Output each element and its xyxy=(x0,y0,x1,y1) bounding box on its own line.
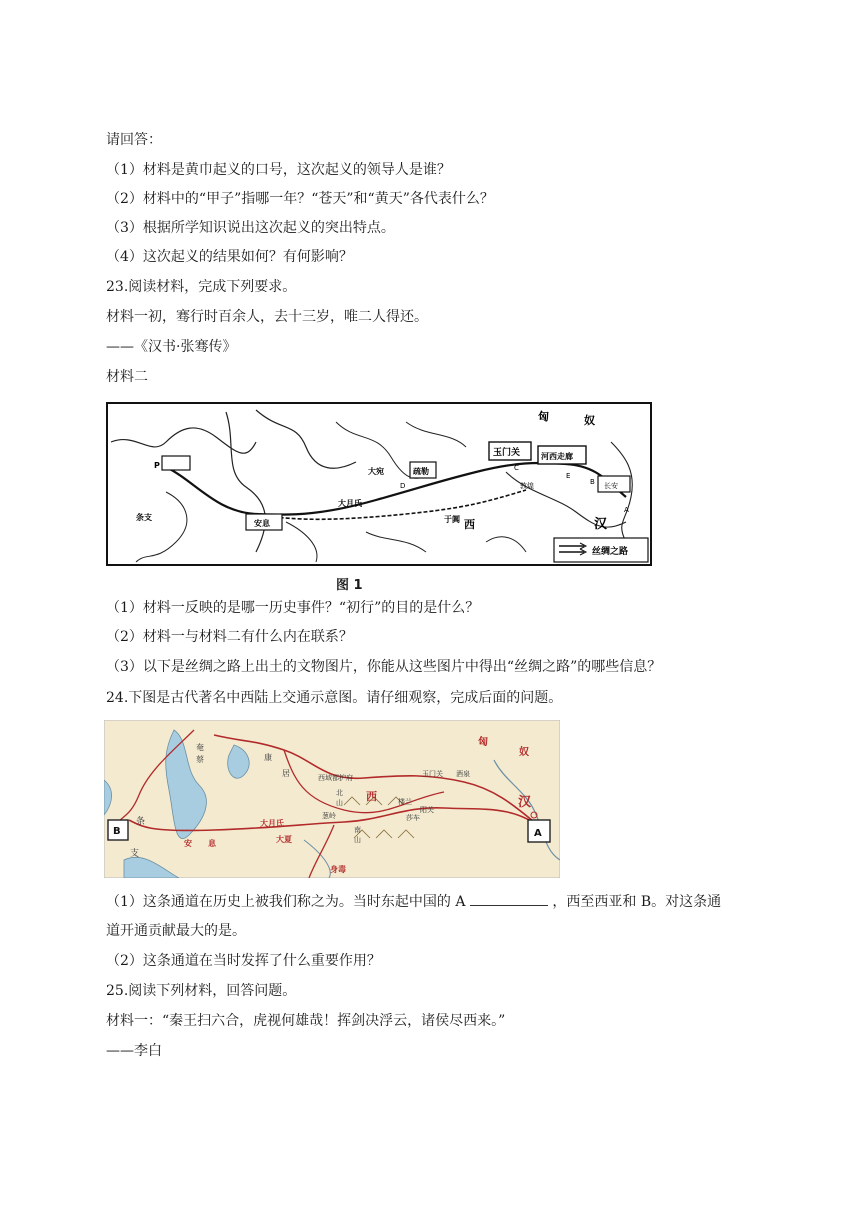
map2-label-kangju2: 居 xyxy=(282,769,290,778)
q22-item-1: （1）材料是黄巾起义的口号，这次起义的领导人是谁？ xyxy=(106,162,451,178)
map2-label-daxia: 大夏 xyxy=(276,835,292,844)
silk-road-map-1 xyxy=(106,402,652,566)
q24-q1-after: ，西至西亚和 B。对这条通 xyxy=(552,894,722,910)
map1-label-shule: 疏勒 xyxy=(413,467,429,476)
q22-item-4: （4）这次起义的结果如何？有何影响？ xyxy=(106,249,353,265)
map2-label-dayuezhi: 大月氏 xyxy=(260,819,284,828)
map1-label-dunhuang: 敦煌 xyxy=(520,482,534,490)
map1-label-xiongnu1: 匈 xyxy=(538,410,549,423)
map1-label-dawan: 大宛 xyxy=(368,467,384,476)
map1-label-hexi: 河西走廊 xyxy=(541,452,573,461)
q22-item-3: （3）根据所学知识说出这次起义的突出特点。 xyxy=(106,220,395,236)
q22-item-2: （2）材料中的“甲子”指哪一年？“苍天”和“黄天”各代表什么？ xyxy=(106,191,494,207)
map2-label-yumenguan: 玉门关 xyxy=(422,770,443,778)
map2-label-xiongnu1: 匈 xyxy=(478,737,488,748)
map2-label-a: A xyxy=(534,828,542,839)
map1-label-changan: 长安 xyxy=(604,482,618,490)
map1-label-yumenguan: 玉门关 xyxy=(493,448,521,458)
map1-label-c: C xyxy=(514,464,519,472)
map1-legend-label: 丝绸之路 xyxy=(592,547,629,557)
map1-label-dayuezhi: 大月氏 xyxy=(338,499,362,508)
q23-item-3: （3）以下是丝绸之路上出土的文物图片，你能从这些图片中得出“丝绸之路”的哪些信息？ xyxy=(106,659,662,675)
map2-label-jiuquan: 酒泉 xyxy=(456,770,470,778)
map1-label-xi: 西 xyxy=(464,518,475,531)
map2-label-shan2: 山 xyxy=(354,836,361,844)
map2-label-yancai1: 奄 xyxy=(196,743,204,752)
map2-label-yancai2: 蔡 xyxy=(196,755,204,764)
map1-caption: 图 1 xyxy=(336,578,363,593)
map1-label-e: E xyxy=(566,472,571,480)
q23-title: 23.阅读材料，完成下列要求。 xyxy=(106,279,297,295)
map1-label-a: A xyxy=(624,506,629,514)
q22-prompt: 请回答： xyxy=(106,132,162,148)
map1-label-tiaozhi: 条支 xyxy=(136,513,152,522)
map2-label-loulan: 楼兰 xyxy=(398,798,412,806)
q24-answer-blank[interactable] xyxy=(470,891,548,906)
map1-label-xiongnu2: 奴 xyxy=(584,414,595,427)
q24-question-1-line2: 道开通贡献最大的是。 xyxy=(106,923,246,939)
map2-label-shan1: 山 xyxy=(336,799,343,807)
q25-material-1: 材料一：“秦王扫六合，虎视何雄哉！挥剑决浮云，诸侯尽西来。” xyxy=(106,1013,506,1029)
q24-q1-before: （1）这条通道在历史上被我们称之为。当时东起中国的 A xyxy=(106,894,466,910)
map2-label-anxi2: 息 xyxy=(208,839,216,848)
q24-question-2: （2）这条通道在当时发挥了什么重要作用？ xyxy=(106,953,381,969)
q24-title: 24.下图是古代著名中西陆上交通示意图。请仔细观察，完成后面的问题。 xyxy=(106,690,563,706)
q24-question-1 xyxy=(106,891,721,912)
map2-label-han: 汉 xyxy=(518,795,532,810)
map2-label-anxi1: 安 xyxy=(184,839,192,848)
q23-material-2-label: 材料二 xyxy=(106,369,148,385)
map1-label-han: 汉 xyxy=(594,517,608,532)
map2-label-north: 北 xyxy=(336,789,343,797)
silk-road-map-2 xyxy=(104,720,560,878)
map2-label-congling: 葱岭 xyxy=(322,812,336,820)
map2-label-xiyu: 西域都护府 xyxy=(318,774,353,782)
map2-label-shendu: 身毒 xyxy=(330,865,346,874)
q23-item-1: （1）材料一反映的是哪一历史事件？“初行”的目的是什么？ xyxy=(106,600,480,616)
map1-label-p: P xyxy=(154,461,160,470)
map2-label-shache: 莎车 xyxy=(406,814,420,822)
map2-label-yangguan: 阳关 xyxy=(420,806,434,814)
map1-label-d: D xyxy=(400,482,406,490)
q23-material-1: 材料一初，骞行时百余人，去十三岁，唯二人得还。 xyxy=(106,309,428,325)
map1-label-anxi: 安息 xyxy=(254,519,270,528)
map2-label-xi: 西 xyxy=(366,790,377,803)
q25-title: 25.阅读下列材料，回答问题。 xyxy=(106,983,297,999)
map1-label-b: B xyxy=(590,478,595,486)
map1-label-yutian: 于阗 xyxy=(444,515,460,524)
q25-source-1: ——李白 xyxy=(106,1043,162,1059)
map2-label-xiongnu2: 奴 xyxy=(519,747,529,758)
map2-label-kangju1: 康 xyxy=(264,753,272,762)
map2-label-south: 南 xyxy=(354,826,361,834)
map2-label-b: B xyxy=(113,826,121,837)
q23-source-1: ——《汉书·张骞传》 xyxy=(106,339,237,355)
map2-label-tiao: 条 xyxy=(136,817,146,827)
q23-item-2: （2）材料一与材料二有什么内在联系？ xyxy=(106,629,353,645)
map2-label-zhi: 支 xyxy=(130,849,140,859)
